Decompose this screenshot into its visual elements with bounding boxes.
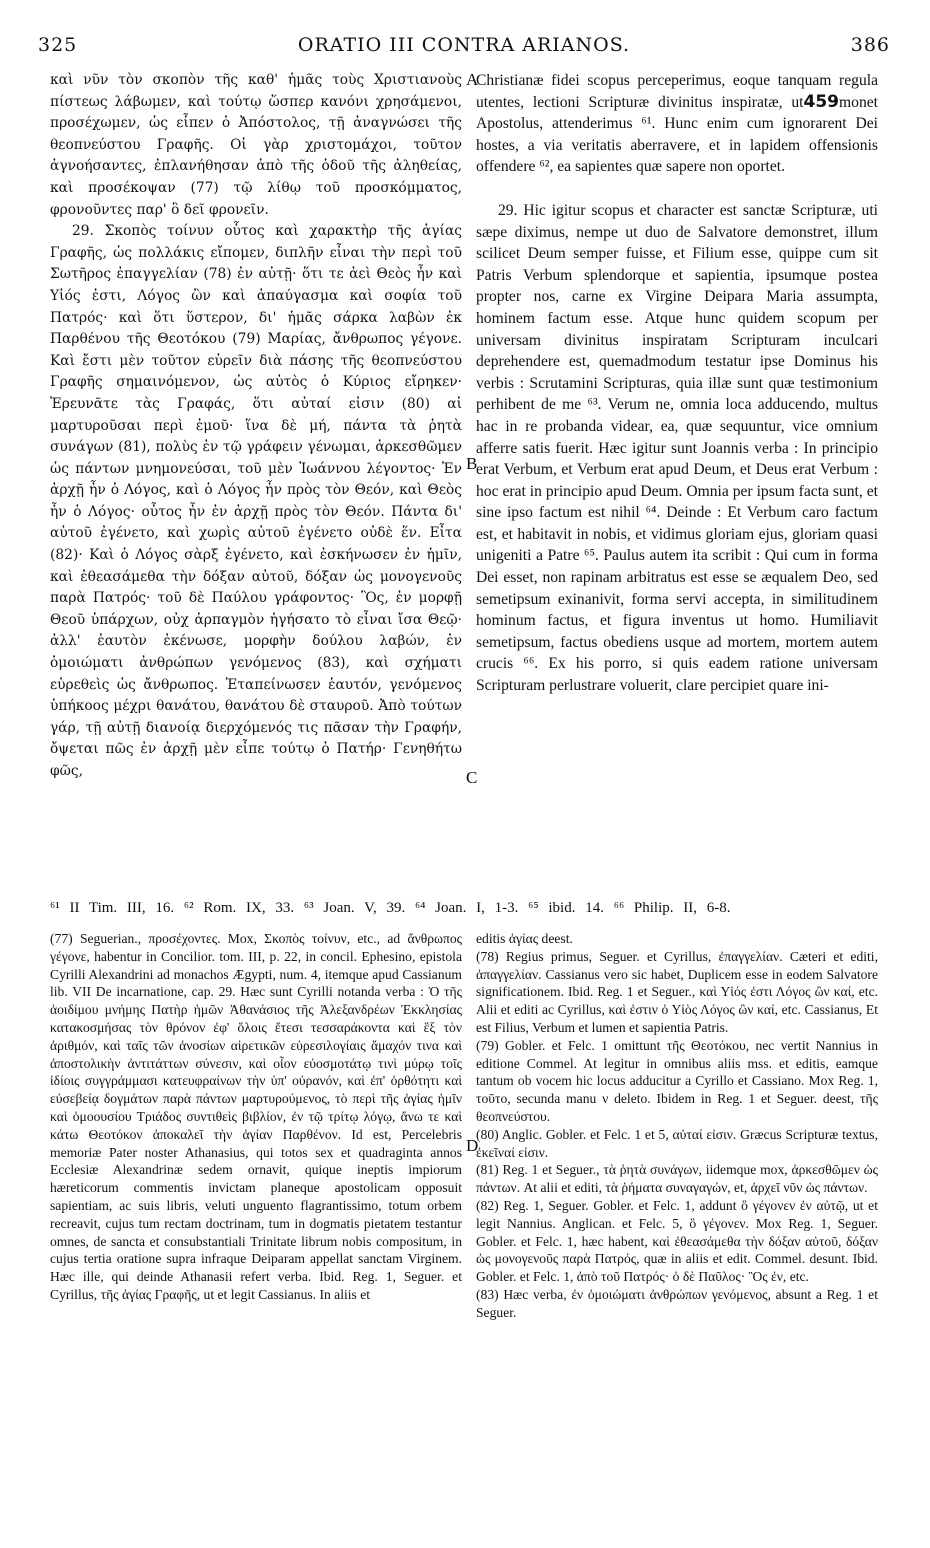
header-left-page-number: 325 xyxy=(38,34,78,56)
header-right-page-number: 386 xyxy=(850,34,890,56)
footnote-79: (79) Gobler. et Felc. 1 omittunt τῆς Θεοτόκου, nec vertit Nannius in editione Commel. At legitur in omnibus aliis mss. et editis, eamque tantum ob vocem hic locus adducitur a Cyrillo et Cassiano. Mox Reg. 1, τοῦτο, secunda manu ν deleto. Ibidem in Reg. 1 et Seguer. deest, τῆς θεοπνεύστου. xyxy=(476,1037,878,1124)
footnote-81: (81) Reg. 1 et Seguer., τὰ ῥητὰ συνάγων, iidemque mox, ἀρκεσθῶμεν ὡς πάντων. At alii et editi, τὰ ῥήματα συναγαγών, et, ἀρχεῖ νῦν ὡς πάντων. xyxy=(476,1162,878,1196)
footnote-83: (83) Hæc verba, ἐν ὁμοιώματι ἀνθρώπων γενόμενος, absunt a Reg. 1 et Seguer. xyxy=(476,1286,878,1320)
latin-paragraph-1 xyxy=(476,70,878,178)
latin-column xyxy=(476,70,878,697)
margin-marker-a: A xyxy=(466,70,479,89)
latin-paragraph-2: 29. Hic igitur scopus et character est sanctæ Scripturæ, uti sæpe diximus, nempe ut duo de Salvatore demonstret, illum scilicet Deum semper fuisse, et Filium esse, quippe cum sit Patris Verbum splendorque et sapientia, ipsumque postea propter nos, carne ex Virgine Deipara Maria assumpta, hominem factum esse. Atque hunc quidem scopum per universam divinitus inspiratam Scripturam inculcari deprehendere est, quemadmodum testatur ipse Dominus his verbis : Scrutamini Scripturas, quia illæ sunt quæ testimonium perhibent de me ⁶³. Verum ne, omnia loca adducendo, multus hac in re probanda videar, ea, quæ sequuntur, vice omnium afferre satis fuerit. Hæc igitur sunt Joannis verba : In principio erat Verbum, et Verbum erat apud Deum, et Deus erat Verbum : hoc erat in principio apud Deum. Omnia per ipsum facta sunt, et sine ipso factum est nihil ⁶⁴. Deinde : Et Verbum caro factum est, et habitavit in nobis, et vidimus gloriam ejus, gloriam quasi unigeniti a Patre ⁶⁵. Paulus autem ita scribit : Qui cum in forma Dei esset, non rapinam arbitratus est esse se æqualem Deo, sed semetipsum exinanivit, forma servi accepta, in similitudinem hominum factus, et figura inventus ut homo. Humiliavit semetipsum, factus obediens usque ad mortem, mortem autem crucis ⁶⁶. Ex his porro, si quis eadem ratione universam Scripturam perlustrare voluerit, clare percipiet quare ini- xyxy=(476,201,878,695)
margin-marker-b: B xyxy=(466,454,478,473)
footnotes-left-column xyxy=(50,930,462,1304)
page-header xyxy=(38,34,890,62)
footnote-continuation: editis ἁγίας deest. xyxy=(476,931,573,946)
greek-paragraph-2: 29. Σκοπὸς τοίνυν οὗτος καὶ χαρακτὴρ τῆς ἁγίας Γραφῆς, ὡς πολλάκις εἴπομεν, διπλῆν εἶναι τὴν περὶ τοῦ Σωτῆρος ἐπαγγελίαν (78) ἐν αὐτῇ· ὅτι τε ἀεὶ Θεὸς ἦν καὶ Υἱός ἐστι, Λόγος ὢν καὶ ἀπαύγασμα καὶ σοφία τοῦ Πατρός· καὶ ὅτι ὕστερον, δι' ἡμᾶς σάρκα λαβὼν ἐκ Παρθένου τῆς Θεοτόκου (79) Μαρίας, ἄνθρωπος γέγονε. Καὶ ἔστι μὲν τοῦτον εὑρεῖν διὰ πάσης τῆς θεοπνεύστου Γραφῆς σημαινόμενον, ὡς αὐτὸς ὁ Κύριος εἴρηκεν· Ἐρευνᾶτε τὰς Γραφάς, ὅτι αὐταί εἰσιν (80) αἱ μαρτυροῦσαι περὶ ἐμοῦ· ἵνα δὲ μή, πάντα τὰ ῥητὰ συνάγων (81), πολὺς ἐν τῷ γράφειν γένωμαι, ἀρκεσθῶμεν ὡς πάντων μνημονεύσαι, τοῦ μὲν Ἰωάννου λέγοντος· Ἐν ἀρχῇ ἦν ὁ Λόγος, καὶ ὁ Λόγος ἦν πρὸς τὸν Θεόν, καὶ Θεὸς ἦν ὁ Λόγος· οὗτος ἦν ἐν ἀρχῇ πρὸς τὸν Θεόν. Πάντα δι' αὐτοῦ ἐγένετο, καὶ χωρὶς αὐτοῦ ἐγένετο οὐδὲ ἕν. Εἶτα (82)· Καὶ ὁ Λόγος σὰρξ ἐγένετο, καὶ ἐσκήνωσεν ἐν ἡμῖν, καὶ ἐθεασάμεθα τὴν δόξαν αὐτοῦ, δόξαν ὡς μονογενοῦς παρὰ Πατρός· τοῦ δὲ Παύλου γράφοντος· Ὃς, ἐν μορφῇ Θεοῦ ὑπάρχων, οὐχ ἁρπαγμὸν ἡγήσατο τὸ εἶναι ἴσα Θεῷ· ἀλλ' ἑαυτὸν ἐκένωσε, μορφὴν δούλου λαβών, ἐν ὁμοιώματι ἀνθρώπων γενόμενος (83), καὶ σχήματι εὑρεθεὶς ὡς ἄνθρωπος. Ἐταπείνωσεν ἑαυτόν, γενόμενος ὑπήκοος μέχρι θανάτου, θανάτου δὲ σταυροῦ. Ἀπὸ τούτων γάρ, τῇ αὐτῇ διανοίᾳ διερχόμενός τις πᾶσαν τὴν Γραφήν, ὄψεται πῶς ἐν ἀρχῇ μὲν εἶπε τούτῳ ὁ Πατήρ· Γενηθήτω φῶς, xyxy=(50,223,462,779)
footnote-77: (77) Seguerian., προσέχοντες. Mox, Σκοπὸς τοίνυν, etc., ad ἄνθρωπος γέγονε, habentur in Concilior. tom. III, p. 22, in concil. Ephesino, epistola Cyrilli Alexandrini ad monachos Ægypti, num. 4, itemque apud Cassianum lib. VII De incarnatione, cap. 29. Hæc sunt Cyrilli notanda verba : Ὁ τῆς ἀοιδίμου μνήμης Πατὴρ ἡμῶν Ἀθανάσιος τῆς Ἀλεξανδρέων Ἐκκλησίας κατακοσμήσας τὸν θρόνον ἐφ' ὅλοις ἔτεσι τεσσαράκοντα καὶ ἓξ τὸν ἀριθμόν, καὶ ταῖς τῶν ἀνοσίων αἱρετικῶν εὑρεσιλογίαις ἄμαχόν τινα καὶ ἀποστολικὴν ἀντιτάττων σύνεσιν, καὶ οἷον εὐοσμοτάτῳ τινὶ μύρῳ τοῖς ἰδίοις συγγράμμασι κατευφραίνων τὴν ὑπ' οὐρανόν, καὶ ἐπ' ὀρθότητι καὶ εὐσεβείᾳ δογμάτων παρὰ πάντων μαρτυρούμενος, τὸ περὶ τῆς ἁγίας ἡμῖν καὶ ὁμοουσίου Τριάδος συντιθεὶς βιβλίον, ἐν τῷ τρίτῳ λόγῳ, ἄνω τε καὶ κάτω Θεοτόκον ἀποκαλεῖ τὴν ἁγίαν Παρθένον. Id est, Percelebris memoriæ Pater noster Athanasius, qui totos sex et quadraginta annos Ecclesiæ Alexandrinæ sedem ornavit, quique ineptis impiorum hæreticorum commentis invictam planeque apostolicam opposuit sapientiam, ac suis libris, veluti unguento flagrantissimo, totum orbem recreavit, cujus tum rectam doctrinam, tum in dogmatis pietatem testantur omnes, de sancta et consubstantiali Trinitate librum nobis compositum, in cujus tertia oratione supra infraque Deiparam appellat sanctam Virginem. Hæc ille, qui deinde Athanasii refert verba. Ibid. Reg. 1, Seguer. et Cyrillus, τῆς ἁγίας Γραφῆς, ut et legit Cassianus. In aliis et xyxy=(50,931,462,1302)
greek-column xyxy=(50,70,462,783)
latin-paragraph-1a: Christianæ fidei scopus perceperimus, eoque tanquam regula utentes, lectioni Scripturæ divinitus inspiratæ, ut xyxy=(476,72,878,111)
footnote-82: (82) Reg. 1, Seguer. Gobler. et Felc. 1, addunt ὃ γέγονεν ἐν αὐτῷ, ut et legit Nannius. Anglican. et Felc. 5, ὃ γέγονεν. Mox Reg. 1, Seguer. Gobler. et Felc. 1, hæc habent, καὶ ἐθεασάμεθα τὴν δόξαν αὐτοῦ, δόξαν ὡς μονογενοῦς παρὰ Πατρός, quæ in aliis et edit. Commel. desunt. Ibid. Gobler. et Felc. 1, ἀπὸ τοῦ Πατρός· ὁ δὲ Παῦλος· Ὃς ἐν, etc. xyxy=(476,1197,878,1285)
footnote-80: (80) Anglic. Gobler. et Felc. 1 et 5, αὐταί εἰσιν. Græcus Scripturæ textus, ἐκεῖναί εἰσιν. xyxy=(476,1126,878,1160)
latin-paragraph-1b: monet Apostolus, attenderimus ⁶¹. Hunc enim cum ignorarent Dei hostes, a via veritatis aberravere, et in lapidem offensionis offendere ⁶², ea sapientes quæ sapere non oportet. xyxy=(476,93,878,176)
greek-paragraph-1: καὶ νῦν τὸν σκοπὸν τῆς καθ' ἡμᾶς τοὺς Χριστιανοὺς πίστεως λάβωμεν, καὶ τούτῳ ὥσπερ κανόνι χρησάμενοι, προσέχωμεν, ὡς εἶπεν ὁ Ἀπόστολος, τῇ ἀναγνώσει τῆς θεοπνεύστου Γραφῆς. Οἱ γὰρ χριστομάχοι, τοῦτον ἀγνοήσαντες, ἐπλανήθησαν ἀπὸ τῆς ὁδοῦ τῆς ἀληθείας, καὶ προσέκοψαν (77) τῷ λίθῳ τοῦ προσκόμματος, φρονοῦντες παρ' ὃ δεῖ φρονεῖν. xyxy=(50,72,462,218)
margin-marker-c: C xyxy=(466,768,478,787)
footnote-78: (78) Regius primus, Seguer. et Cyrillus, ἐπαγγελίαν. Cæteri et editi, ἀπαγγελίαν. Cassianus vero sic habet, Duplicem esse in eodem Salvatore significationem. Ibid. Reg. 1 et Seguer., καὶ Υἱός ἐστι Λόγος ὢν καί, etc. Alii et editi ac Cyrillus, καὶ ἐστιν ὁ Υἱὸς Λόγος ὢν καί, etc. Cassianus, Et est Filius, Verbum et lumen et sapientia Patris. xyxy=(476,948,878,1035)
footnotes-right-column xyxy=(476,930,878,1322)
header-title: ORATIO III CONTRA ARIANOS. xyxy=(297,34,631,56)
inline-page-number: 459 xyxy=(803,91,840,112)
scripture-references: ⁶¹ II Tim. III, 16. ⁶² Rom. IX, 33. ⁶³ Joan. V, 39. ⁶⁴ Joan. I, 1-3. ⁶⁵ ibid. 14. ⁶⁶ Philip. II, 6-8. xyxy=(50,900,731,916)
margin-marker-d: D xyxy=(466,1136,479,1155)
